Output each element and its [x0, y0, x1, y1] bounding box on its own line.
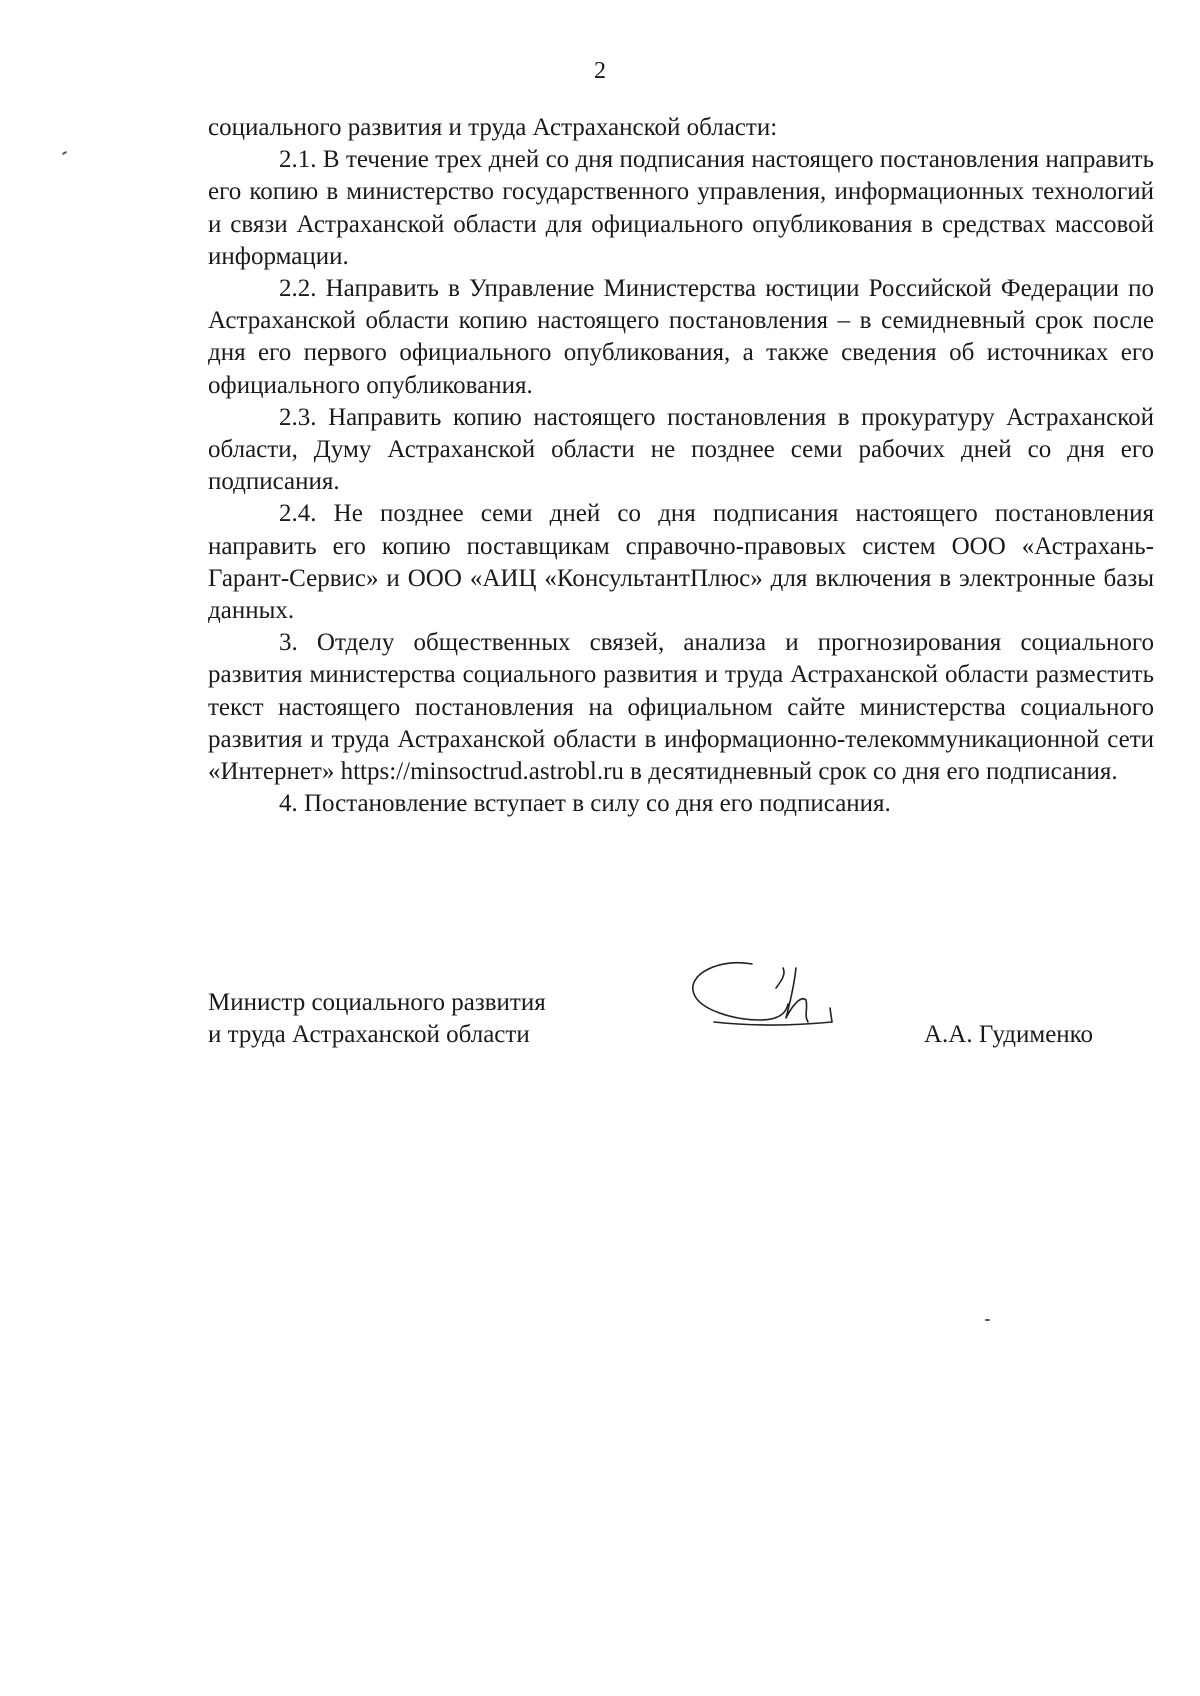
paragraph-2-4: 2.4. Не позднее семи дней со дня подписания настоящего постановления направить его копию поставщикам справочно-правовых систем ООО «Астрахань-Гарант-Сервис» и ООО «АИЦ «КонсультантПлюс» для включения в электронные базы данных. — [208, 500, 1154, 625]
position-line-2: и труда Астраханской области — [208, 1021, 530, 1048]
paragraph-2-2: 2.2. Направить в Управление Министерства юстиции Российской Федерации по Астраханской области копию настоящего постановления – в семидневный срок после дня его первого официального опубликования, а также сведения об источниках его официального опубликования. — [208, 275, 1154, 399]
paragraph-3: 3. Отделу общественных связей, анализа и прогнозирования социального развития министерства социального развития и труда Астраханской области разместить текст настоящего постановления на официальном сайте министерства социального развития и труда Астраханской области в информационно-телекоммуникационной сети «Интернет» https://minsoctrud.astrobl.ru в десятидневный срок со дня его подписания. — [208, 629, 1154, 786]
paragraph-4: 4. Постановление вступает в силу со дня его подписания. — [279, 790, 891, 818]
scan-speck — [985, 1319, 990, 1321]
page-number: 2 — [594, 58, 606, 84]
paragraph-intro: социального развития и труда Астраханской области: — [208, 114, 778, 141]
signatory-position — [208, 987, 546, 1051]
document-body — [208, 112, 1154, 820]
scan-speck — [62, 151, 67, 155]
paragraph-2-3: 2.3. Направить копию настоящего постановления в прокуратуру Астраханской области, Думу Астраханской области не позднее семи рабочих дней со дня его подписания. — [208, 403, 1154, 496]
signatory-name: А.А. Гудименко — [924, 1021, 1094, 1048]
position-line-1: Министр социального развития — [208, 989, 546, 1016]
handwritten-signature-icon — [690, 960, 850, 1060]
paragraph-2-1: 2.1. В течение трех дней со дня подписания настоящего постановления направить его копию в министерство государственного управления, информационных технологий и связи Астраханской области для официального опубликования в средствах массовой информации. — [208, 146, 1154, 270]
